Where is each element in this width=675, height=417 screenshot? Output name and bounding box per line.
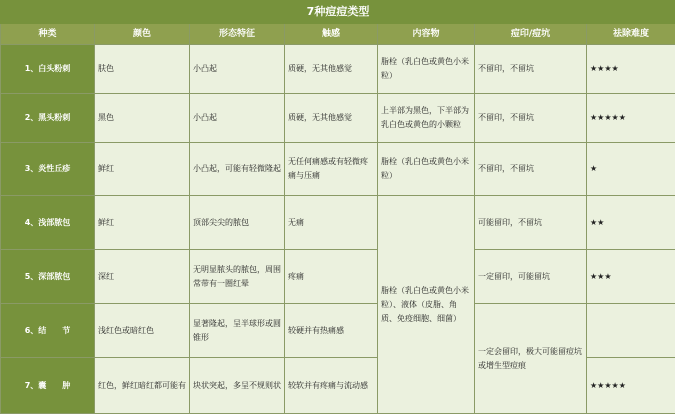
touch-cell: 质硬，无其他感觉 [285, 45, 378, 94]
type-name: 5、深部脓包 [1, 250, 95, 304]
mark-cell: 一定留印，可能留坑 [475, 250, 587, 304]
shape-cell: 小凸起 [190, 94, 285, 143]
mark-cell: 不留印，不留坑 [475, 143, 587, 196]
type-name: 2、黑头粉刺 [1, 94, 95, 143]
color-cell: 肤色 [95, 45, 190, 94]
table-row [1, 143, 675, 196]
difficulty-stars: ★ [587, 143, 675, 196]
header-touch: 触感 [285, 24, 378, 45]
color-cell: 红色，鲜红暗红都可能有 [95, 358, 190, 414]
header-row [1, 24, 675, 45]
table-row [1, 196, 675, 250]
difficulty-stars: ★★★★★ [587, 358, 675, 414]
content-cell: 脂栓（乳白色或黄色小米粒） [378, 143, 475, 196]
header-type: 种类 [1, 24, 95, 45]
shape-cell: 小凸起 [190, 45, 285, 94]
difficulty-stars [587, 304, 675, 358]
header-difficulty: 祛除难度 [587, 24, 675, 45]
table-row [1, 304, 675, 358]
difficulty-stars: ★★ [587, 196, 675, 250]
header-mark: 痘印/痘坑 [475, 24, 587, 45]
type-name: 3、炎性丘疹 [1, 143, 95, 196]
merged-mark-cell: 一定会留印，极大可能留痘坑或增生型痘痕 [475, 304, 587, 414]
merged-content-cell: 脂栓（乳白色或黄色小米粒）、液体（皮脂、角质、免疫细胞、细菌） [378, 196, 475, 414]
table-title: 7种痘痘类型 [1, 1, 675, 24]
header-content: 内容物 [378, 24, 475, 45]
table-row [1, 250, 675, 304]
difficulty-stars: ★★★ [587, 250, 675, 304]
header-color: 颜色 [95, 24, 190, 45]
shape-cell: 显著隆起，呈半球形或圆锥形 [190, 304, 285, 358]
mark-cell: 不留印，不留坑 [475, 45, 587, 94]
shape-cell: 块状突起，多呈不规则状 [190, 358, 285, 414]
color-cell: 黑色 [95, 94, 190, 143]
color-cell: 深红 [95, 250, 190, 304]
mark-cell: 不留印，不留坑 [475, 94, 587, 143]
content-cell: 脂栓（乳白色或黄色小米粒） [378, 45, 475, 94]
color-cell: 鲜红 [95, 143, 190, 196]
mark-cell: 可能留印，不留坑 [475, 196, 587, 250]
type-name: 1、白头粉刺 [1, 45, 95, 94]
touch-cell: 无痛 [285, 196, 378, 250]
shape-cell: 顶部尖尖的脓包 [190, 196, 285, 250]
touch-cell: 较软并有疼痛与流动感 [285, 358, 378, 414]
type-name: 7、囊 肿 [1, 358, 95, 414]
content-cell: 上半部为黑色，下半部为乳白色或黄色的小颗粒 [378, 94, 475, 143]
table-row [1, 94, 675, 143]
touch-cell: 较硬并有热痛感 [285, 304, 378, 358]
type-name: 4、浅部脓包 [1, 196, 95, 250]
header-shape: 形态特征 [190, 24, 285, 45]
type-name: 6、结 节 [1, 304, 95, 358]
difficulty-stars: ★★★★★ [587, 94, 675, 143]
touch-cell: 疼痛 [285, 250, 378, 304]
color-cell: 鲜红 [95, 196, 190, 250]
difficulty-stars: ★★★★ [587, 45, 675, 94]
touch-cell: 无任何痛感或有轻微疼痛与压痛 [285, 143, 378, 196]
table-row [1, 45, 675, 94]
color-cell: 浅红色或暗红色 [95, 304, 190, 358]
shape-cell: 小凸起，可能有轻微隆起 [190, 143, 285, 196]
shape-cell: 无明显脓头的脓包，周围常带有一圈红晕 [190, 250, 285, 304]
touch-cell: 质硬，无其他感觉 [285, 94, 378, 143]
